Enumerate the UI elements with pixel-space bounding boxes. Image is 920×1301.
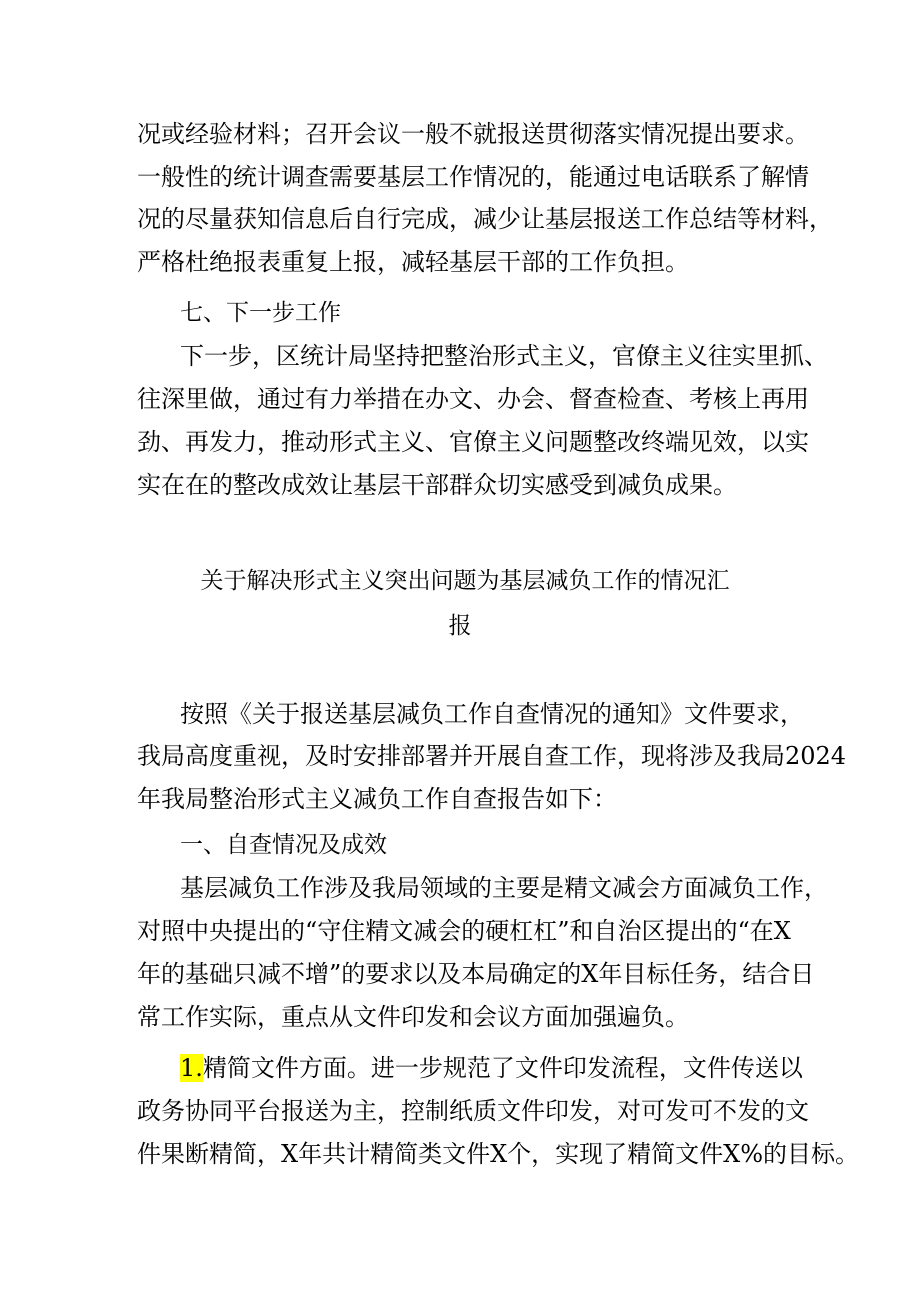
para-line: 往深里做，通过有力举措在办文、办会、督查检查、考核上再用 <box>137 385 809 413</box>
para-line: 况的尽量获知信息后自行完成，减少让基层报送工作总结等材料， <box>137 205 833 233</box>
para-line: 常工作实际，重点从文件印发和会议方面加强遍负。 <box>137 1003 689 1031</box>
para-line: 年我局整治形式主义减负工作自查报告如下： <box>137 785 617 813</box>
para-line: 按照《关于报送基层减负工作自查情况的通知》文件要求， <box>180 700 804 728</box>
section-heading-1: 一、自查情况及成效 <box>180 832 387 858</box>
para-line: 一般性的统计调查需要基层工作情况的，能通过电话联系了解情 <box>137 163 809 191</box>
document-title-cont: 报 <box>448 613 472 639</box>
para-line: 政务协同平台报送为主，控制纸质文件印发，对可发可不发的文 <box>137 1097 809 1125</box>
para-line: 对照中央提出的“守住精文减会的硬杠杠”和自治区提出的“在X <box>137 917 791 945</box>
para-line: 下一步，区统计局坚持把整治形式主义，官僚主义往实里抓、 <box>180 342 828 370</box>
para-line: 况或经验材料；召开会议一般不就报送贯彻落实情况提出要求。 <box>137 120 809 148</box>
para-line: 严格杜绝报表重复上报，减轻基层干部的工作负担。 <box>137 248 689 276</box>
section-heading-7: 七、下一步工作 <box>180 300 341 326</box>
item-number-highlight: 1. <box>180 1054 203 1082</box>
document-title: 关于解决形式主义突出问题为基层减负工作的情况汇 <box>200 568 730 594</box>
item-1-first-line <box>180 1052 803 1084</box>
para-line: 件果断精简，X年共计精简类文件X个，实现了精简文件X%的目标。 <box>137 1140 860 1168</box>
para-line: 基层减负工作涉及我局领域的主要是精文减会方面减负工作， <box>180 874 828 902</box>
para-line: 我局高度重视，及时安排部署并开展自查工作，现将涉及我局2024 <box>137 742 847 770</box>
item-1-text: 精简文件方面。进一步规范了文件印发流程，文件传送以 <box>202 1054 803 1082</box>
para-line: 实在在的整改成效让基层干部群众切实感受到减负成果。 <box>137 471 737 499</box>
para-line: 年的基础只减不增”的要求以及本局确定的X年目标任务，结合日 <box>137 960 815 988</box>
para-line: 劲、再发力，推动形式主义、官僚主义问题整改终端见效，以实 <box>137 428 809 456</box>
